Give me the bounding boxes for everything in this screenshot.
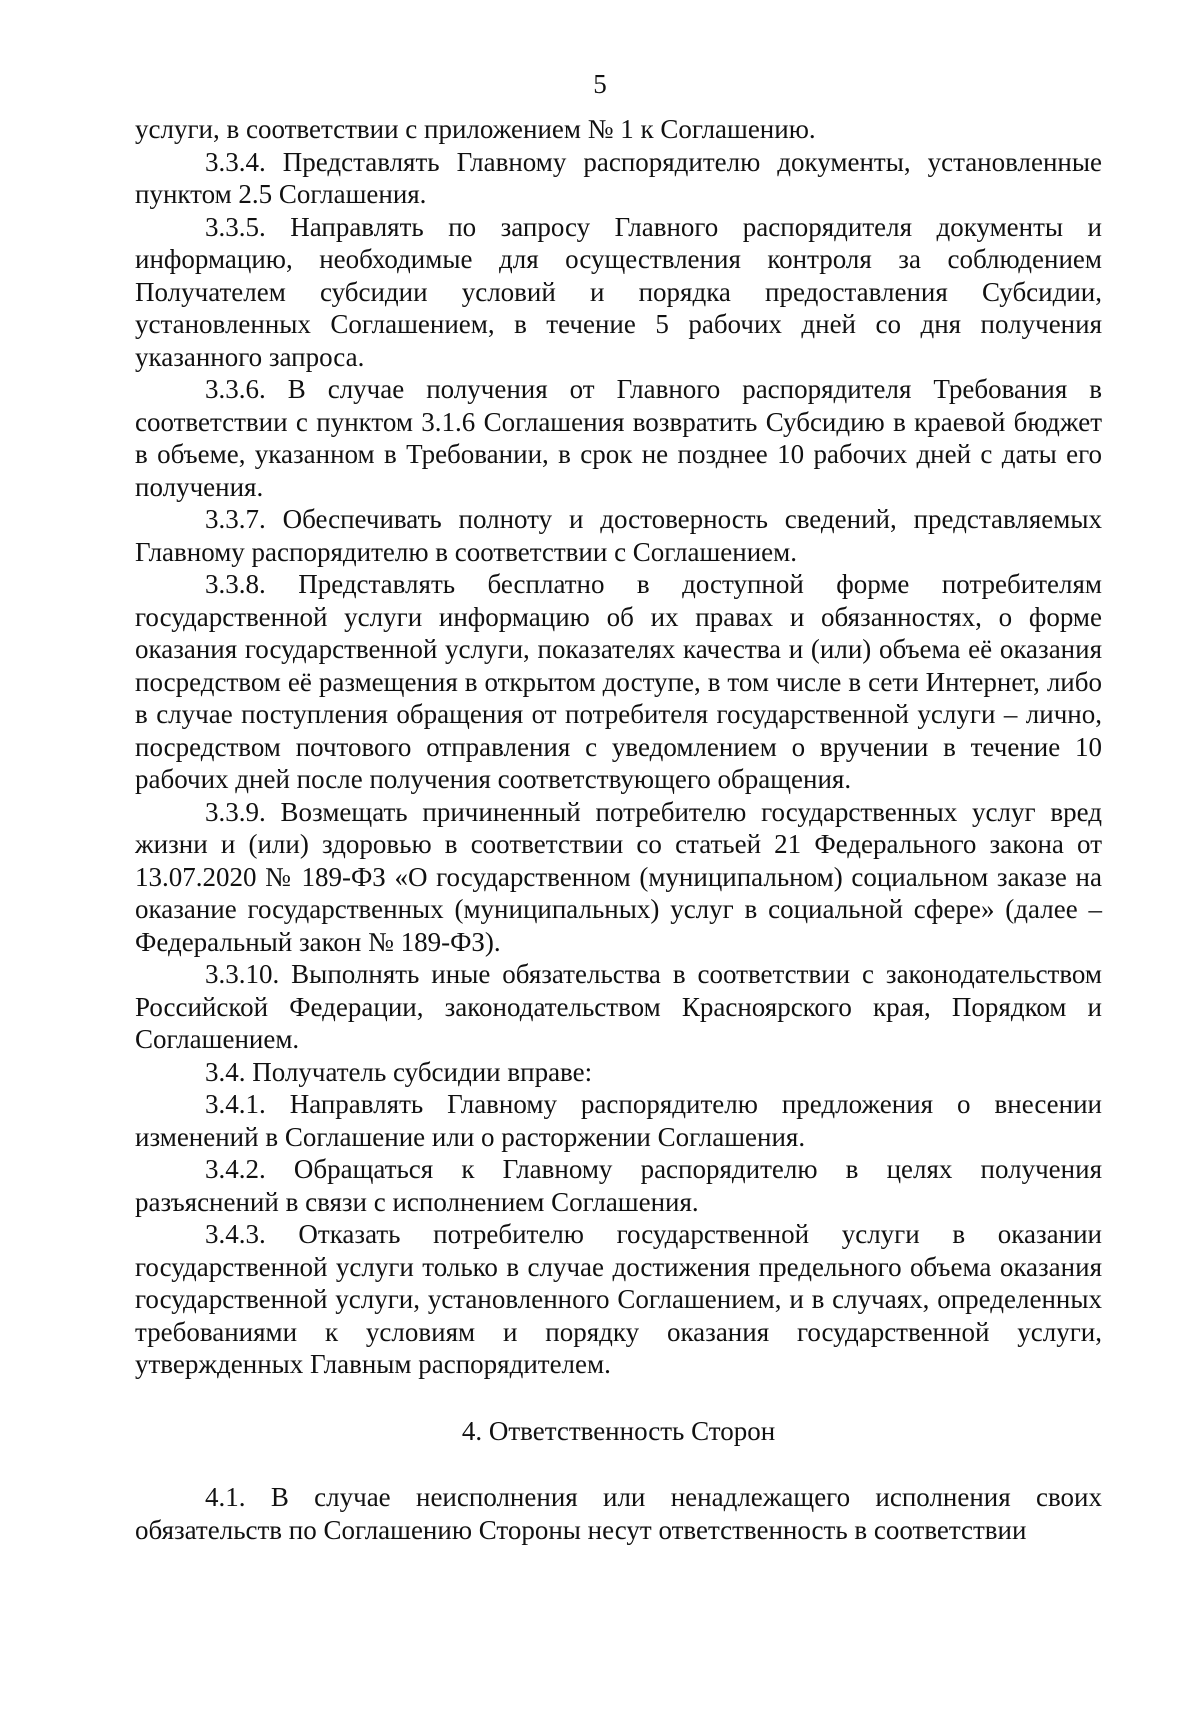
paragraph-3-3-7: 3.3.7. Обеспечивать полноту и достоверность сведений, представляемых Главному распорядителю в соответствии с Соглашением. — [135, 504, 1102, 567]
paragraph-3-3-9: 3.3.9. Возмещать причиненный потребителю государственных услуг вред жизни и (или) здоровью в соответствии со статьей 21 Федерального закона от 13.07.2020 № 189-ФЗ «О государственном (муниципальном) социальном заказе на оказание государственных (муниципальных) услуг в социальной сфере» (далее – Федеральный закон № 189-ФЗ). — [135, 796, 1102, 957]
paragraph-continuation: услуги, в соответствии с приложением № 1 к Соглашению. — [135, 114, 816, 144]
paragraph-3-3-4: 3.3.4. Представлять Главному распорядителю документы, установленные пунктом 2.5 Соглашения. — [135, 146, 1102, 209]
paragraph-3-4-2: 3.4.2. Обращаться к Главному распорядителю в целях получения разъяснений в связи с исполнением Соглашения. — [135, 1154, 1102, 1217]
paragraph-3-4-1: 3.4.1. Направлять Главному распорядителю предложения о внесении изменений в Соглашение или о расторжении Соглашения. — [135, 1089, 1102, 1152]
paragraph-3-4: 3.4. Получатель субсидии вправе: — [205, 1056, 593, 1087]
paragraph-3-3-5: 3.3.5. Направлять по запросу Главного распорядителя документы и информацию, необходимые для осуществления контроля за соблюдением Получателем субсидии условий и порядка предоставления Субсидии, установленных Соглашением, в течение 5 рабочих дней со дня получения указанного запроса. — [135, 211, 1102, 372]
paragraph-3-4-3: 3.4.3. Отказать потребителю государственной услуги в оказании государственной услуги только в случае достижения предельного объема оказания государственной услуги, установленного Соглашением, и в случаях, определенных требованиями к условиям и порядку оказания государственной услуги, утвержденных Главным распорядителем. — [135, 1219, 1102, 1379]
paragraph-3-3-6: 3.3.6. В случае получения от Главного распорядителя Требования в соответствии с пунктом 3.1.6 Соглашения возвратить Субсидию в краевой бюджет в объеме, указанном в Требовании, в срок не позднее 10 рабочих дней с даты его получения. — [135, 374, 1102, 502]
section-heading: 4. Ответственность Сторон — [461, 1415, 776, 1446]
page-number: 5 — [593, 69, 607, 99]
paragraph-4-1: 4.1. В случае неисполнения или ненадлежащего исполнения своих обязательств по Соглашению Стороны несут ответственность в соответствии — [135, 1482, 1102, 1545]
paragraph-3-3-10: 3.3.10. Выполнять иные обязательства в соответствии с законодательством Российской Федерации, законодательством Красноярского края, Порядком и Соглашением. — [135, 959, 1102, 1054]
document-body — [135, 113, 1102, 1546]
paragraph-3-3-8: 3.3.8. Представлять бесплатно в доступной форме потребителям государственной услуги информацию об их правах и обязанностях, о форме оказания государственной услуги, показателях качества и (или) объема её оказания посредством её размещения в открытом доступе, в том числе в сети Интернет, либо в случае поступления обращения от потребителя государственной услуги – лично, посредством почтового отправления с уведомлением о вручении в течение 10 рабочих дней после получения соответствующего обращения. — [135, 569, 1102, 794]
